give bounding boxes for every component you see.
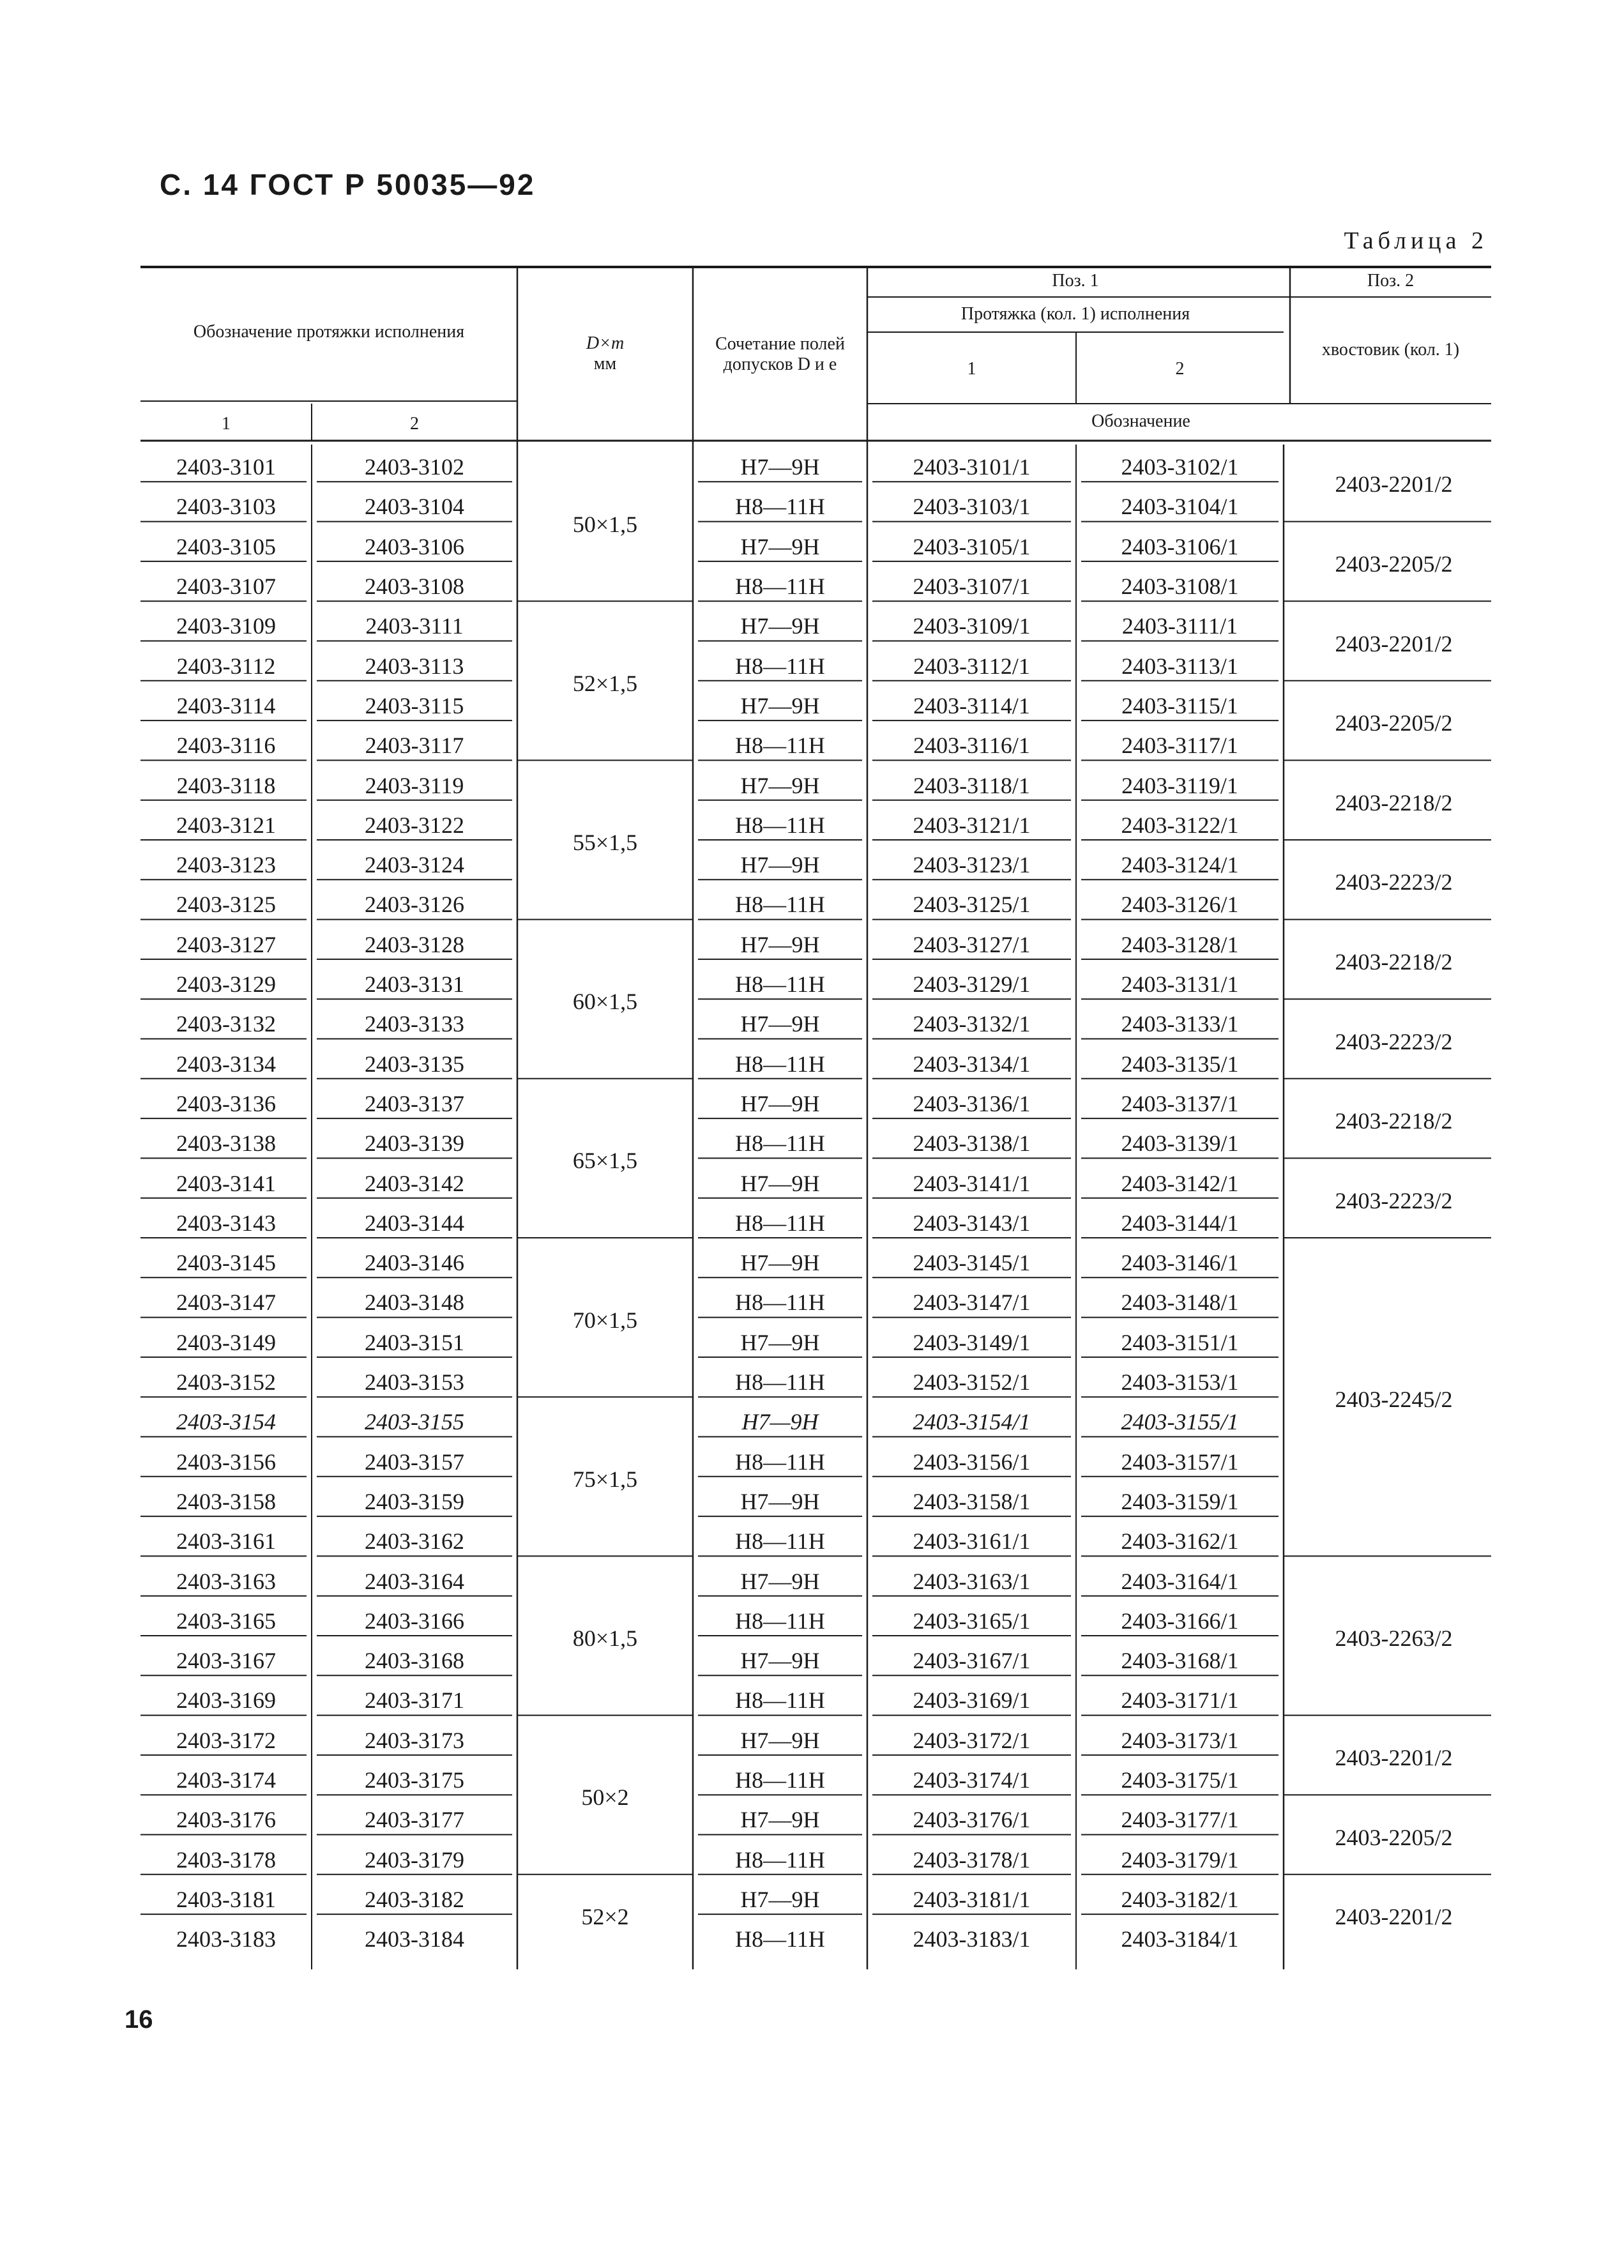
- dxm-cell: 70×1,5: [572, 1307, 638, 1333]
- broach-v2-cell: 2403-3111/1: [1121, 613, 1238, 639]
- broach-v1-cell: 2403-3103/1: [913, 494, 1031, 520]
- designation-v1-cell: 2403-3136: [176, 1090, 276, 1116]
- broach-v2-cell: 2403-3115/1: [1121, 692, 1238, 719]
- designation-v2-cell: 2403-3133: [365, 1011, 464, 1037]
- designation-v1-cell: 2403-3156: [176, 1449, 276, 1475]
- header-broach-1: 1: [967, 358, 976, 379]
- dxm-cell: 75×1,5: [572, 1466, 638, 1492]
- dxm-cell: 52×2: [581, 1904, 629, 1930]
- shank-cell: 2403-2201/2: [1335, 630, 1453, 657]
- broach-v2-cell: 2403-3157/1: [1121, 1449, 1239, 1475]
- designation-v2-cell: 2403-3122: [365, 812, 464, 838]
- designation-v1-cell: 2403-3149: [176, 1329, 276, 1355]
- designation-v1-cell: 2403-3145: [176, 1250, 276, 1276]
- broach-v1-cell: 2403-3161/1: [913, 1528, 1031, 1555]
- shank-cell: 2403-2201/2: [1335, 1904, 1453, 1930]
- designation-v2-cell: 2403-3104: [365, 494, 464, 520]
- broach-v1-cell: 2403-3181/1: [913, 1886, 1031, 1912]
- broach-v1-cell: 2403-3174/1: [913, 1767, 1031, 1793]
- dxm-cell: 50×2: [581, 1785, 629, 1811]
- designation-v1-cell: 2403-3169: [176, 1687, 276, 1714]
- tolerance-cell: H8—11H: [735, 1449, 825, 1475]
- broach-v2-cell: 2403-3137/1: [1121, 1090, 1239, 1116]
- designation-v2-cell: 2403-3126: [365, 892, 464, 918]
- broach-v1-cell: 2403-3178/1: [913, 1846, 1031, 1873]
- tolerance-cell: H8—11H: [735, 1290, 825, 1316]
- shank-cell: 2403-2205/2: [1335, 1824, 1453, 1850]
- designation-v2-cell: 2403-3159: [365, 1488, 464, 1514]
- tolerance-cell: H7—9H: [740, 1011, 820, 1037]
- designation-v2-cell: 2403-3179: [365, 1846, 464, 1873]
- tolerance-cell: H7—9H: [740, 1329, 820, 1355]
- designation-v2-cell: 2403-3171: [365, 1687, 464, 1714]
- broach-v1-cell: 2403-3167/1: [913, 1648, 1031, 1674]
- designation-v1-cell: 2403-3125: [176, 892, 276, 918]
- shank-cell: 2403-2263/2: [1335, 1625, 1453, 1651]
- designation-v1-cell: 2403-3152: [176, 1369, 276, 1396]
- tolerance-cell: H8—11H: [735, 812, 825, 838]
- tolerance-cell: H8—11H: [735, 1608, 825, 1634]
- broach-v2-cell: 2403-3142/1: [1121, 1170, 1239, 1196]
- shank-cell: 2403-2201/2: [1335, 471, 1453, 498]
- designation-v1-cell: 2403-3132: [176, 1011, 276, 1037]
- designation-v1-cell: 2403-3114: [176, 692, 276, 719]
- designation-v1-cell: 2403-3112: [176, 653, 276, 679]
- designation-v2-cell: 2403-3111: [365, 613, 464, 639]
- broach-v2-cell: 2403-3144/1: [1121, 1210, 1239, 1236]
- designation-v1-cell: 2403-3123: [176, 852, 276, 878]
- broach-v1-cell: 2403-3116/1: [913, 733, 1030, 759]
- broach-v1-cell: 2403-3107/1: [913, 574, 1031, 600]
- tolerance-cell: H7—9H: [740, 1648, 820, 1674]
- designation-v2-cell: 2403-3168: [365, 1648, 464, 1674]
- broach-v2-cell: 2403-3119/1: [1121, 772, 1238, 798]
- header-designation-sub: Обозначение: [1091, 411, 1190, 431]
- dxm-cell: 80×1,5: [572, 1625, 638, 1651]
- tolerance-cell: H7—9H: [740, 1170, 820, 1196]
- header-designation: Обозначение протяжки исполнения: [193, 321, 465, 342]
- shank-cell: 2403-2205/2: [1335, 710, 1453, 736]
- tolerance-cell: H8—11H: [735, 1369, 825, 1396]
- tolerance-cell: H8—11H: [735, 971, 825, 998]
- designation-v2-cell: 2403-3102: [365, 454, 464, 480]
- broach-v1-cell: 2403-3147/1: [913, 1290, 1031, 1316]
- broach-v1-cell: 2403-3145/1: [913, 1250, 1031, 1276]
- broach-v2-cell: 2403-3128/1: [1121, 931, 1239, 957]
- broach-v1-cell: 2403-3136/1: [913, 1090, 1031, 1116]
- designation-v2-cell: 2403-3139: [365, 1130, 464, 1157]
- broach-v1-cell: 2403-3105/1: [913, 533, 1031, 559]
- designation-v2-cell: 2403-3153: [365, 1369, 464, 1396]
- broach-v2-cell: 2403-3164/1: [1121, 1568, 1239, 1594]
- broach-v2-cell: 2403-3117/1: [1121, 733, 1238, 759]
- designation-v2-cell: 2403-3115: [365, 692, 464, 719]
- designation-v2-cell: 2403-3166: [365, 1608, 464, 1634]
- designation-v2-cell: 2403-3108: [365, 574, 464, 600]
- tolerance-cell: H8—11H: [735, 1210, 825, 1236]
- designation-v1-cell: 2403-3172: [176, 1727, 276, 1753]
- broach-v1-cell: 2403-3125/1: [913, 892, 1031, 918]
- broach-v2-cell: 2403-3124/1: [1121, 852, 1239, 878]
- designation-v2-cell: 2403-3137: [365, 1090, 464, 1116]
- broach-v1-cell: 2403-3165/1: [913, 1608, 1031, 1634]
- broach-v1-cell: 2403-3129/1: [913, 971, 1031, 998]
- broach-v2-cell: 2403-3102/1: [1121, 454, 1239, 480]
- shank-cell: 2403-2205/2: [1335, 551, 1453, 577]
- designation-v2-cell: 2403-3117: [365, 733, 464, 759]
- broach-v1-cell: 2403-3156/1: [913, 1449, 1031, 1475]
- designation-v2-cell: 2403-3106: [365, 533, 464, 559]
- designation-v2-cell: 2403-3162: [365, 1528, 464, 1555]
- tolerance-cell: H8—11H: [735, 1687, 825, 1714]
- broach-v2-cell: 2403-3106/1: [1121, 533, 1239, 559]
- broach-v1-cell: 2403-3169/1: [913, 1687, 1031, 1714]
- broach-v2-cell: 2403-3162/1: [1121, 1528, 1239, 1555]
- tolerance-cell: H8—11H: [735, 494, 825, 520]
- tolerance-cell: H7—9H: [740, 1488, 820, 1514]
- tolerance-cell: H7—9H: [740, 1250, 820, 1276]
- broach-v2-cell: 2403-3104/1: [1121, 494, 1239, 520]
- broach-v1-cell: 2403-3109/1: [913, 613, 1031, 639]
- tolerance-cell: H8—11H: [735, 1926, 825, 1952]
- designation-v1-cell: 2403-3134: [176, 1051, 276, 1077]
- designation-v2-cell: 2403-3142: [365, 1170, 464, 1196]
- tolerance-cell: H7—9H: [740, 852, 820, 878]
- designation-v1-cell: 2403-3167: [176, 1648, 276, 1674]
- tolerance-cell: H8—11H: [735, 574, 825, 600]
- broach-v1-cell: 2403-3121/1: [913, 812, 1031, 838]
- broach-v2-cell: 2403-3177/1: [1121, 1807, 1239, 1833]
- header-shank: хвостовик (кол. 1): [1321, 339, 1460, 360]
- designation-v2-cell: 2403-3131: [365, 971, 464, 998]
- broach-v1-cell: 2403-3176/1: [913, 1807, 1031, 1833]
- designation-v1-cell: 2403-3101: [176, 454, 276, 480]
- shank-cell: 2403-2245/2: [1335, 1387, 1453, 1413]
- tolerance-cell: H8—11H: [735, 733, 825, 759]
- broach-v1-cell: 2403-3141/1: [913, 1170, 1031, 1196]
- designation-v2-cell: 2403-3157: [365, 1449, 464, 1475]
- broach-v2-cell: 2403-3182/1: [1121, 1886, 1239, 1912]
- tolerance-cell: H8—11H: [735, 1130, 825, 1157]
- designation-v1-cell: 2403-3176: [176, 1807, 276, 1833]
- shank-cell: 2403-2223/2: [1335, 1028, 1453, 1054]
- dxm-cell: 65×1,5: [572, 1148, 638, 1174]
- broach-v1-cell: 2403-3154/1: [913, 1409, 1031, 1435]
- designation-v2-cell: 2403-3184: [365, 1926, 464, 1952]
- broach-v1-cell: 2403-3134/1: [913, 1051, 1031, 1077]
- broach-v1-cell: 2403-3138/1: [913, 1130, 1031, 1157]
- header-version-1: 1: [222, 413, 231, 434]
- designation-v1-cell: 2403-3109: [176, 613, 276, 639]
- tolerance-cell: H8—11H: [735, 1846, 825, 1873]
- designation-v1-cell: 2403-3165: [176, 1608, 276, 1634]
- shank-cell: 2403-2218/2: [1335, 1108, 1453, 1134]
- designation-v2-cell: 2403-3175: [365, 1767, 464, 1793]
- dxm-cell: 52×1,5: [572, 670, 638, 696]
- broach-v1-cell: 2403-3152/1: [913, 1369, 1031, 1396]
- broach-v2-cell: 2403-3126/1: [1121, 892, 1239, 918]
- table-caption: Таблица 2: [1344, 227, 1488, 254]
- designation-v2-cell: 2403-3148: [365, 1290, 464, 1316]
- tolerance-cell: H8—11H: [735, 653, 825, 679]
- designation-v1-cell: 2403-3129: [176, 971, 276, 998]
- designation-v1-cell: 2403-3183: [176, 1926, 276, 1952]
- broach-v2-cell: 2403-3146/1: [1121, 1250, 1239, 1276]
- tolerance-cell: H7—9H: [740, 1090, 820, 1116]
- broach-v1-cell: 2403-3163/1: [913, 1568, 1031, 1594]
- header-version-2: 2: [410, 413, 419, 434]
- header-broach-2: 2: [1175, 358, 1185, 379]
- broach-v1-cell: 2403-3149/1: [913, 1329, 1031, 1355]
- broach-v2-cell: 2403-3159/1: [1121, 1488, 1239, 1514]
- shank-cell: 2403-2223/2: [1335, 869, 1453, 895]
- designation-v1-cell: 2403-3178: [176, 1846, 276, 1873]
- broach-v2-cell: 2403-3168/1: [1121, 1648, 1239, 1674]
- tolerance-cell: H8—11H: [735, 1767, 825, 1793]
- designation-v2-cell: 2403-3146: [365, 1250, 464, 1276]
- broach-v1-cell: 2403-3132/1: [913, 1011, 1031, 1037]
- designation-v1-cell: 2403-3158: [176, 1488, 276, 1514]
- tolerance-cell: H7—9H: [740, 1886, 820, 1912]
- designation-v2-cell: 2403-3135: [365, 1051, 464, 1077]
- dxm-cell: 55×1,5: [572, 830, 638, 855]
- header-pos2: Поз. 2: [1367, 270, 1415, 291]
- designation-v1-cell: 2403-3107: [176, 574, 276, 600]
- designation-v2-cell: 2403-3177: [365, 1807, 464, 1833]
- designation-v1-cell: 2403-3121: [176, 812, 276, 838]
- broach-v1-cell: 2403-3114/1: [913, 692, 1030, 719]
- designation-v1-cell: 2403-3147: [176, 1290, 276, 1316]
- broach-v2-cell: 2403-3155/1: [1121, 1409, 1239, 1435]
- broach-v2-cell: 2403-3179/1: [1121, 1846, 1239, 1873]
- tolerance-cell: H7—9H: [740, 931, 820, 957]
- designation-v2-cell: 2403-3151: [365, 1329, 464, 1355]
- page-header: С. 14 ГОСТ Р 50035—92: [160, 168, 536, 201]
- tolerance-cell: H7—9H: [740, 692, 820, 719]
- designation-v2-cell: 2403-3113: [365, 653, 464, 679]
- broach-v1-cell: 2403-3127/1: [913, 931, 1031, 957]
- broach-v1-cell: 2403-3172/1: [913, 1727, 1031, 1753]
- designation-v1-cell: 2403-3181: [176, 1886, 276, 1912]
- designation-v2-cell: 2403-3144: [365, 1210, 464, 1236]
- designation-v1-cell: 2403-3154: [176, 1409, 276, 1435]
- broach-v1-cell: 2403-3158/1: [913, 1488, 1031, 1514]
- header-pos1: Поз. 1: [1052, 270, 1099, 291]
- designation-v2-cell: 2403-3119: [365, 772, 464, 798]
- designation-v1-cell: 2403-3174: [176, 1767, 276, 1793]
- tolerance-cell: H7—9H: [740, 533, 820, 559]
- designation-v1-cell: 2403-3103: [176, 494, 276, 520]
- designation-v1-cell: 2403-3143: [176, 1210, 276, 1236]
- designation-v1-cell: 2403-3141: [176, 1170, 276, 1196]
- broach-v2-cell: 2403-3113/1: [1121, 653, 1238, 679]
- header-tolerance: Сочетание полей допусков D и e: [715, 333, 845, 374]
- broach-v1-cell: 2403-3112/1: [913, 653, 1030, 679]
- broach-v2-cell: 2403-3131/1: [1121, 971, 1239, 998]
- tolerance-cell: H8—11H: [735, 1051, 825, 1077]
- broach-v2-cell: 2403-3151/1: [1121, 1329, 1239, 1355]
- designation-v2-cell: 2403-3164: [365, 1568, 464, 1594]
- tolerance-cell: H8—11H: [735, 1528, 825, 1555]
- broach-v2-cell: 2403-3122/1: [1121, 812, 1239, 838]
- shank-cell: 2403-2223/2: [1335, 1187, 1453, 1214]
- designation-v1-cell: 2403-3118: [176, 772, 276, 798]
- broach-v1-cell: 2403-3101/1: [913, 454, 1031, 480]
- designation-v1-cell: 2403-3163: [176, 1568, 276, 1594]
- broach-v2-cell: 2403-3135/1: [1121, 1051, 1239, 1077]
- broach-v2-cell: 2403-3184/1: [1121, 1926, 1239, 1952]
- designation-v1-cell: 2403-3105: [176, 533, 276, 559]
- header-broach: Протяжка (кол. 1) исполнения: [960, 303, 1190, 324]
- broach-v2-cell: 2403-3173/1: [1121, 1727, 1239, 1753]
- dxm-cell: 50×1,5: [572, 511, 638, 537]
- tolerance-cell: H7—9H: [740, 1727, 820, 1753]
- shank-cell: 2403-2218/2: [1335, 948, 1453, 975]
- tolerance-cell: H8—11H: [735, 892, 825, 918]
- designation-v2-cell: 2403-3155: [365, 1409, 464, 1435]
- shank-cell: 2403-2218/2: [1335, 789, 1453, 816]
- dxm-cell: 60×1,5: [572, 989, 638, 1015]
- broach-v2-cell: 2403-3166/1: [1121, 1608, 1239, 1634]
- tolerance-cell: H7—9H: [741, 1409, 819, 1435]
- broach-v1-cell: 2403-3183/1: [913, 1926, 1031, 1952]
- broach-v2-cell: 2403-3148/1: [1121, 1290, 1239, 1316]
- broach-v1-cell: 2403-3143/1: [913, 1210, 1031, 1236]
- tolerance-cell: H7—9H: [740, 1568, 820, 1594]
- broach-v2-cell: 2403-3171/1: [1121, 1687, 1239, 1714]
- designation-v2-cell: 2403-3182: [365, 1886, 464, 1912]
- designation-v2-cell: 2403-3128: [365, 931, 464, 957]
- header-dxm-unit: мм: [593, 353, 617, 374]
- designation-v1-cell: 2403-3161: [176, 1528, 276, 1555]
- tolerance-cell: H7—9H: [740, 1807, 820, 1833]
- broach-v2-cell: 2403-3139/1: [1121, 1130, 1239, 1157]
- broach-v2-cell: 2403-3175/1: [1121, 1767, 1239, 1793]
- broach-v1-cell: 2403-3118/1: [913, 772, 1030, 798]
- page-number: 16: [125, 2005, 153, 2034]
- tolerance-cell: H7—9H: [740, 454, 820, 480]
- broach-v2-cell: 2403-3133/1: [1121, 1011, 1239, 1037]
- broach-v1-cell: 2403-3123/1: [913, 852, 1031, 878]
- designation-v1-cell: 2403-3138: [176, 1130, 276, 1157]
- tolerance-cell: H7—9H: [740, 613, 820, 639]
- shank-cell: 2403-2201/2: [1335, 1744, 1453, 1770]
- broach-v2-cell: 2403-3153/1: [1121, 1369, 1239, 1396]
- tolerance-cell: H7—9H: [740, 772, 820, 798]
- header-dxm: D×m: [586, 333, 625, 353]
- designation-v2-cell: 2403-3124: [365, 852, 464, 878]
- designation-v1-cell: 2403-3127: [176, 931, 276, 957]
- broach-v2-cell: 2403-3108/1: [1121, 574, 1239, 600]
- designation-v2-cell: 2403-3173: [365, 1727, 464, 1753]
- designation-v1-cell: 2403-3116: [176, 733, 276, 759]
